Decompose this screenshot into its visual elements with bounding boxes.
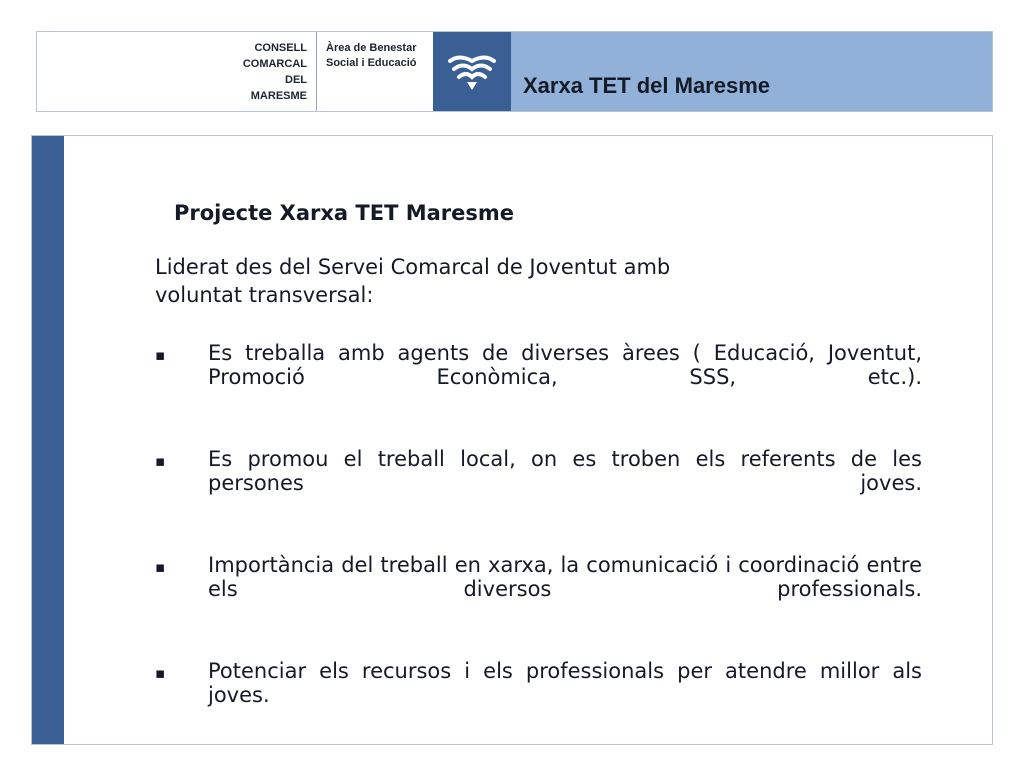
bullet-item xyxy=(155,659,922,731)
bullet-text: Importància del treball en xarxa, la comunicació i coordinació entre els diversos professionals. xyxy=(208,553,922,601)
intro-text xyxy=(155,253,875,309)
logo-line: COMARCAL xyxy=(242,58,307,70)
bullet-text: Es treballa amb agents de diverses àrees ( Educació, Joventut, Promoció Econòmica, SSS, etc.). xyxy=(208,341,922,389)
content-frame xyxy=(31,135,993,745)
logo-line: MARESME xyxy=(250,90,307,102)
bullet-item xyxy=(155,341,922,413)
square-bullet-icon: ▪ xyxy=(155,664,166,682)
square-bullet-icon: ▪ xyxy=(155,346,166,364)
slide-title: Projecte Xarxa TET Maresme xyxy=(174,201,514,225)
consell-comarcal-logo xyxy=(217,40,307,104)
bullet-item xyxy=(155,553,922,625)
logo-line: DEL xyxy=(285,74,307,86)
header-divider xyxy=(316,32,317,111)
intro-line: voluntat transversal: xyxy=(155,283,374,307)
title-band xyxy=(511,32,992,111)
bullet-text: Potenciar els recursos i els professionals per atendre millor als joves. xyxy=(208,659,922,707)
waves-shield-icon xyxy=(446,54,498,92)
emblem-box xyxy=(433,32,511,111)
bullet-item xyxy=(155,447,922,519)
side-accent-bar xyxy=(32,136,64,744)
square-bullet-icon: ▪ xyxy=(155,452,166,470)
intro-line: Liderat des del Servei Comarcal de Joventut amb xyxy=(155,255,671,279)
square-bullet-icon: ▪ xyxy=(155,558,166,576)
header-band xyxy=(36,31,993,112)
logo-line: CONSELL xyxy=(254,42,307,54)
bullet-list xyxy=(155,341,922,765)
header-title: Xarxa TET del Maresme xyxy=(523,73,771,98)
area-line: Àrea de Benestar xyxy=(326,42,417,54)
area-line: Social i Educació xyxy=(326,57,417,69)
bullet-text: Es promou el treball local, on es troben els referents de les persones joves. xyxy=(208,447,922,495)
